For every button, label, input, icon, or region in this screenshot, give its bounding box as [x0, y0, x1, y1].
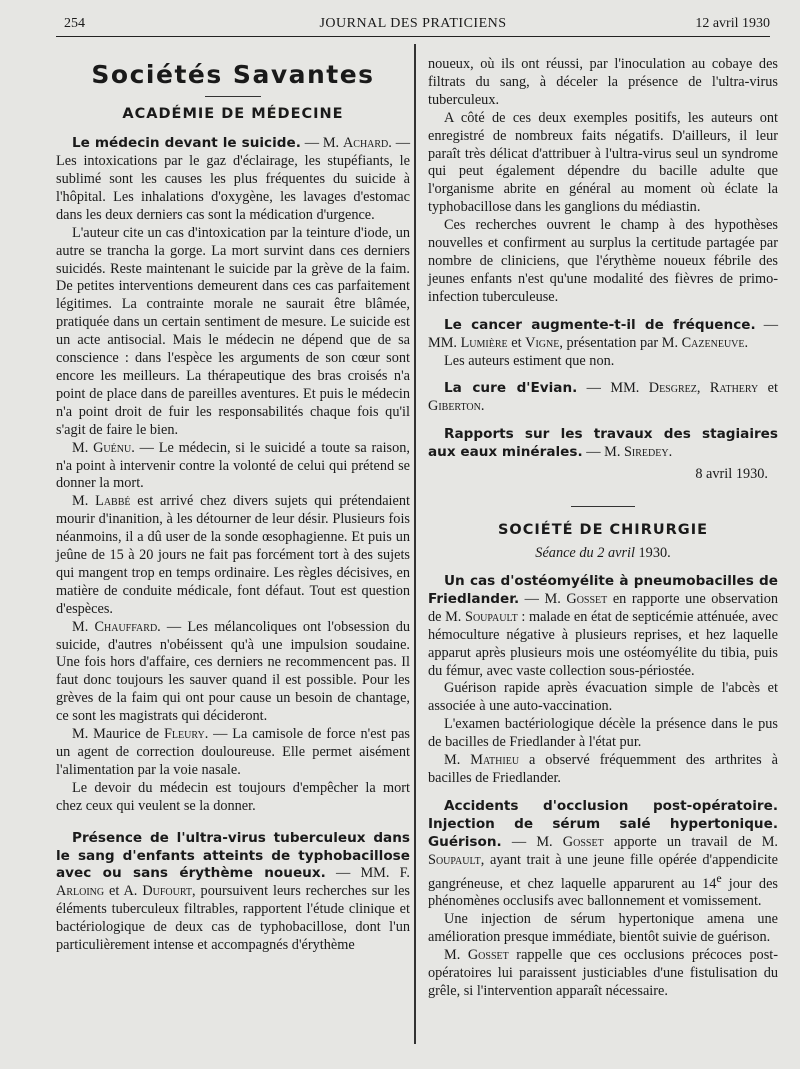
paragraph: A côté de ces deux exemples positifs, les auteurs ont enregistré de nombreux faits négatifs. D'ailleurs, il leur paraît très délicat d'attribuer à l'ultra-virus seul un syndrome qui peut également dépendre du bacille adulte que l'organisme abrite en général au moment où éclate la typhobacillose dans les ganglions du médiastin. — [428, 109, 778, 216]
article-rapports: Rapports sur les travaux des stagiaires aux eaux minérales. — M. Siredey. — [428, 426, 778, 461]
article-heading: Accidents d'occlusion post-opératoire. Injection de sérum salé hypertonique. Guérison. — [428, 797, 778, 850]
author-name: Soupault — [465, 608, 518, 625]
section-divider — [571, 506, 635, 507]
article-suicide-intro: Le médecin devant le suicide. — M. Achard. — Les intoxications par le gaz d'éclairage, les stupéfiants, le sublimé sont les causes les plus fréquentes du suicide à l'hôpital. Les inhalations d'oxygène, les lavages d'estomac dans les deux derniers cas sont la médication d'urgence. — [56, 135, 410, 223]
section-title: Sociétés Savantes — [91, 60, 375, 89]
issue-date: 12 avril 1930 — [695, 16, 770, 31]
article-ultravirus: Présence de l'ultra-virus tuberculeux dans le sang d'enfants atteints de typhobacillose avec ou sans érythème noueux. — MM. F. Arloing et A. Dufourt, poursuivent leurs recherches sur les éléments tuberculeux filtrables, rapportent l'étude clinique et bactériologique de deux cas de typhobacillose, dont l'un particulièrement intense et accompagnés d'érythème — [56, 829, 410, 954]
dateline: 8 avril 1930. — [695, 466, 768, 483]
author-name: Chauffard — [94, 618, 158, 635]
paragraph: Une injection de sérum hypertonique amena une amélioration presque immédiate, bientôt suivie de guérison. — [428, 911, 778, 946]
paragraph: M. Mathieu a observé fréquemment des arthrites à bacilles de Friedlander. — [428, 752, 778, 786]
author-name: Giberton — [428, 398, 481, 415]
paragraph: M. Gosset rappelle que ces occlusions précoces post-opératoires lui paraissent justiciables d'une fistulisation du grêle, si l'intervention apparaît nécessaire. — [428, 946, 778, 999]
author-name: Guénu — [93, 439, 132, 456]
author-name: Fleury — [163, 726, 205, 743]
paragraph: Le devoir du médecin est toujours d'empêcher la mort chez ceux qui veulent se la donner. — [56, 779, 410, 814]
paragraph: noueux, où ils ont réussi, par l'inoculation au cobaye des filtrats du sang, à déceler la présence de l'ultra-virus tuberculeux. — [428, 56, 778, 108]
right-column — [428, 56, 778, 1001]
article-heading: Le médecin devant le suicide. — [72, 135, 301, 152]
paragraph: Guérison rapide après évacuation simple de l'abcès et associée à une auto-vaccination. — [428, 680, 778, 715]
article-heading: Présence de l'ultra-virus tuberculeux dans le sang d'enfants atteints de typhobacillose avec ou sans érythème noueux. — [56, 829, 410, 882]
author-name: Vigne — [525, 334, 560, 351]
article-osteomyelite: Un cas d'ostéomyélite à pneumobacilles de Friedlander. — M. Gosset en rapporte une observation de M. Soupault : malade en état de septicémie atténuée, avec hémoculture négative à plusieurs reprises, et hez laquelle apparut après plusieurs mois une ostéomyélite du tibia, puis du fémur, avec vaste collection sous-périostée. — [428, 573, 779, 679]
author-name: Siredey — [623, 444, 669, 461]
left-column — [56, 56, 410, 955]
author-name: Labbé — [95, 493, 131, 510]
paragraph: M. Guénu. — Le médecin, si le suicidé a toute sa raison, n'a point à intervenir contre la volonté de celui qui prétend se donner la mort. — [56, 439, 410, 492]
author-name: Arloing — [56, 883, 105, 900]
article-heading: Rapports sur les travaux des stagiaires aux eaux minérales. — [428, 426, 778, 461]
article-evian: La cure d'Evian. — MM. Desgrez, Rathery et Giberton. — [428, 380, 778, 415]
paragraph: Les auteurs estiment que non. — [444, 352, 615, 369]
seance-date: Séance du 2 avril 1930. — [535, 545, 671, 562]
article-heading: Un cas d'ostéomyélite à pneumobacilles de Friedlander. — [428, 573, 778, 607]
author-name: Dufourt — [142, 883, 193, 900]
author-name: Mathieu — [470, 752, 520, 769]
paragraph: Ces recherches ouvrent le champ à des hypothèses nouvelles et confirment au surplus la certitude partagée par nombre de cliniciens, que l'érythème noueux fébrile des jeunes enfants n'est qu'une modalité des fièvres de primo-infection tuberculeuse. — [428, 217, 778, 305]
column-divider — [414, 44, 416, 1044]
author-name: Rathery — [709, 380, 759, 397]
paragraph: M. Maurice de Fleury. — La camisole de force n'est pas un agent de correction douloureuse. Elle permet aisément l'alimentation par la voie nasale. — [56, 726, 410, 778]
paragraph: M. Labbé est arrivé chez divers sujets qui prétendaient mourir d'inanition, à les détourner de leur désir. Plusieurs fois néanmoins, il a dû user de la sonde œsophagienne. Et puis un jeûne de 15 à 20 jours ne fait pas forcément tort à des sujets qui mangent trop en temps ordinaire. Les règles décisives, en matière de conduite médicale, font défaut. Tout est question d'espèces. — [56, 493, 410, 617]
author-name: Gosset — [467, 946, 509, 963]
journal-title: JOURNAL DES PRATICIENS — [319, 16, 507, 31]
author-name: Gosset — [562, 833, 604, 850]
page-header — [56, 14, 770, 37]
academy-title: ACADÉMIE DE MÉDECINE — [122, 106, 344, 123]
author-name: Gosset — [566, 590, 608, 607]
article-cancer: Le cancer augmente-t-il de fréquence. — MM. Lumière et Vigne, présentation par M. Cazeneuve. — [428, 316, 778, 351]
author-name: Desgrez — [648, 380, 697, 397]
page-number: 254 — [64, 16, 85, 31]
title-divider — [205, 96, 261, 97]
paragraph: L'auteur cite un cas d'intoxication par la teinture d'iode, un autre se trancha la gorge. La mort survint dans ces derniers suicidés. Reste maintenant le suicide par la grève de la faim. De petites interventions demeurent dans ces cas parfaitement légitimes. La contrainte morale ne saurait être blâmée, pratiquée dans un certain sentiment de mesure. Le suicide est un acte antisocial. Mais le médecin ne dépend que de sa conscience : dans l'espèce les arguments de son cœur sont encore les meilleurs. La thérapeutique des bras croisés n'a point de place dans de pareilles aventures. Et puis le médecin n'a point droit de fuir les responsabilités chaque fois qu'il s'agit de faire le bien. — [56, 224, 410, 438]
article-heading: Le cancer augmente-t-il de fréquence. — [444, 316, 756, 333]
author-name: Lumière — [460, 334, 508, 351]
article-occlusion: Accidents d'occlusion post-opératoire. Injection de sérum salé hypertonique. Guérison. — M. Gosset apporte un travail de M. Soupault, ayant trait à une jeune fille opérée d'appendicite gangréneuse, et chez laquelle apparurent au 14e jour des phénomènes occlusifs avec ballonnement et vomissement. — [428, 797, 778, 910]
author-name: Achard — [342, 135, 389, 152]
author-name: Soupault — [428, 851, 481, 868]
society-title: SOCIÉTÉ DE CHIRURGIE — [497, 522, 709, 539]
author-name: Cazeneuve — [681, 334, 745, 351]
paragraph: M. Chauffard. — Les mélancoliques ont l'obsession du suicide, d'autres n'obéissent qu'à une impulsion soudaine. Une fois hors d'affaire, ces derniers ne recommencent pas. Il faut donc toujours les sauver quand il est possible. Pour les grèves de la faim qui ont pour cause un besoin de chantage, ce sont les magistrats qui décideront. — [56, 618, 410, 725]
paragraph: L'examen bactériologique décèle la présence dans le pus de bacilles de Friedlander à l'état pur. — [428, 716, 778, 751]
article-heading: La cure d'Evian. — [444, 380, 578, 397]
